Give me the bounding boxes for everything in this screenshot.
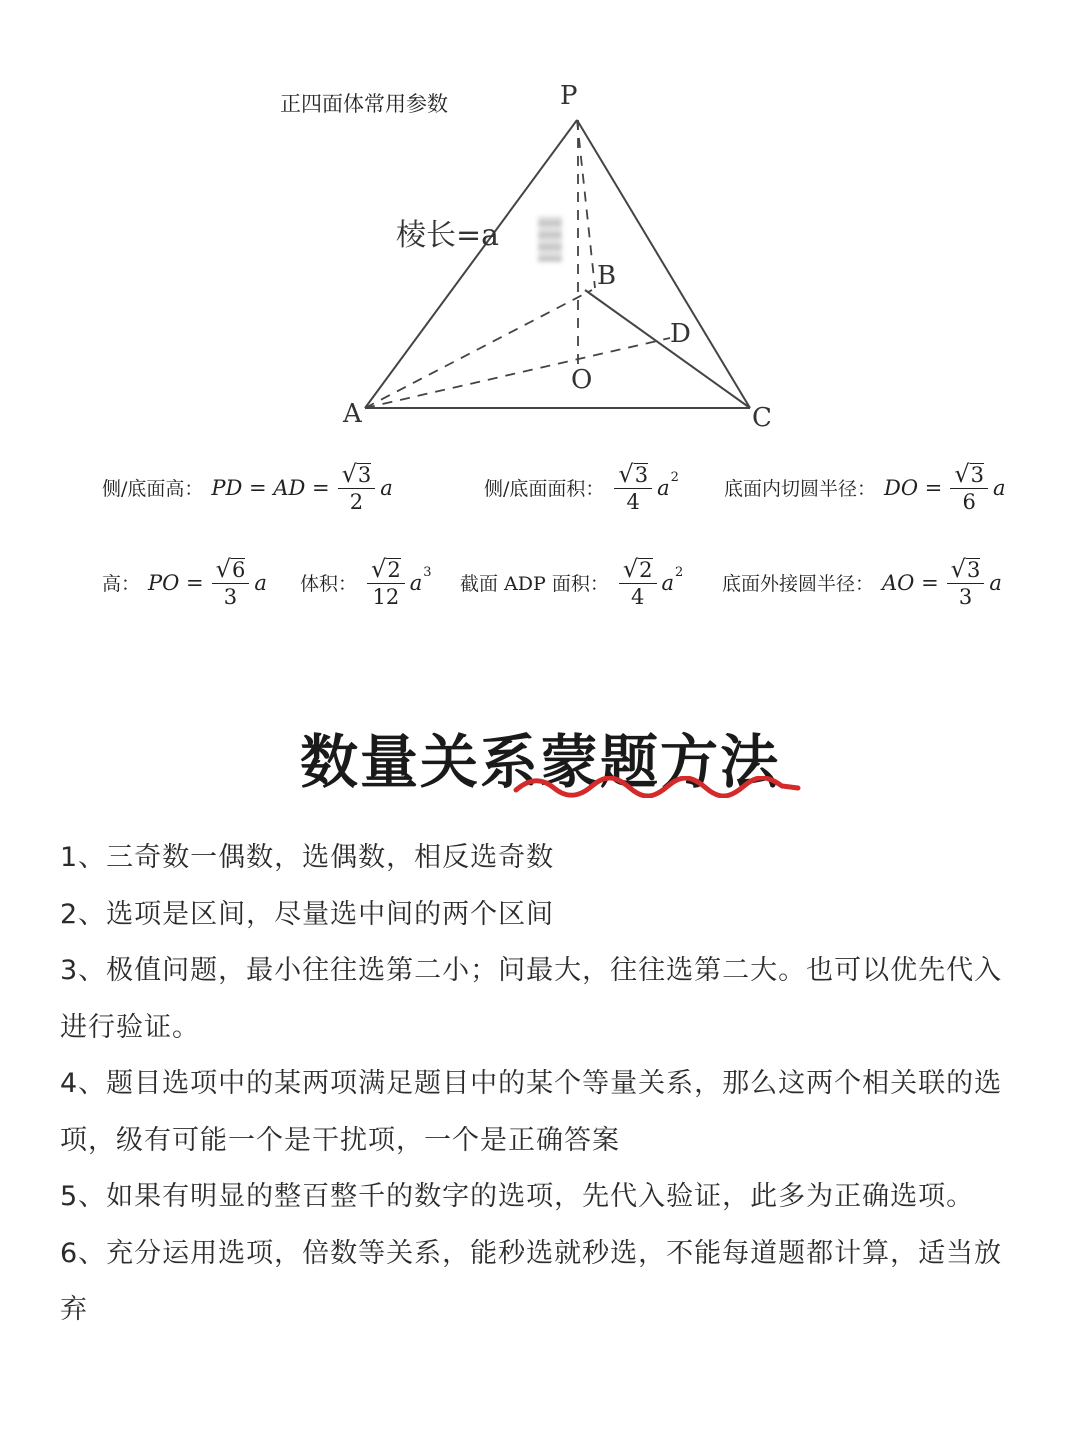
edge-PA (365, 120, 577, 408)
denominator: 12 (372, 585, 400, 610)
formula-height (102, 557, 267, 608)
formula-lhs: DO = (884, 475, 943, 500)
formula-label: 底面内切圆半径： (724, 478, 877, 501)
radical-sign: √ (341, 460, 357, 488)
formula-circumradius (722, 557, 1002, 608)
exponent: 3 (423, 565, 432, 581)
fraction (950, 462, 988, 513)
list-item: 2、选项是区间，尽量选中间的两个区间 (60, 898, 555, 930)
radical-sign: √ (950, 555, 966, 583)
variable: a (993, 475, 1006, 500)
formula-label: 侧/底面面积： (484, 478, 605, 501)
fraction (619, 557, 657, 608)
radical-sign: √ (371, 555, 387, 583)
formula-volume (300, 557, 432, 608)
edge-length-label: 棱长=a (396, 218, 500, 253)
radicand: 2 (639, 557, 653, 582)
formula-label: 体积： (300, 573, 358, 596)
denominator: 4 (630, 585, 645, 610)
fraction (367, 557, 405, 608)
vertex-B-label: B (597, 261, 617, 291)
formula-lhs: PD = AD = (211, 475, 330, 500)
formula-label: 侧/底面高： (102, 478, 204, 501)
variable: a (380, 475, 393, 500)
vertex-D-label: D (670, 319, 691, 349)
vertex-A-label: A (343, 399, 362, 429)
list-item: 1、三奇数一偶数，选偶数，相反选奇数 (60, 842, 555, 873)
vertex-P-label: P (560, 81, 578, 111)
radical-sign: √ (622, 555, 639, 583)
formula-label: 底面外接圆半径： (722, 573, 875, 596)
variable: a (254, 570, 267, 595)
list-item: 6、充分运用选项，倍数等关系，能秒选就秒选，不能每道题都计算，适当放弃 (60, 1237, 1003, 1325)
list-item: 5、如果有明显的整百整千的数字的选项，先代入验证，此多为正确选项。 (60, 1181, 975, 1212)
exponent: 2 (675, 565, 684, 581)
fraction (338, 462, 376, 513)
variable: a (661, 570, 675, 595)
radicand: 3 (966, 557, 981, 582)
denominator: 6 (962, 490, 976, 515)
formula-side-height (102, 462, 393, 513)
radicand: 6 (231, 557, 246, 582)
vertex-O-label: O (571, 365, 593, 395)
denominator: 4 (626, 490, 640, 515)
formula-inradius (724, 462, 1006, 513)
vertex-C-label: C (752, 403, 772, 433)
variable: a (989, 570, 1002, 595)
radicand: 3 (357, 462, 372, 487)
blurred-watermark (538, 216, 562, 262)
fraction (947, 557, 985, 608)
formula-label: 高： (102, 573, 141, 596)
tips-list (60, 830, 1025, 1339)
formula-label: 截面 ADP 面积： (460, 573, 609, 596)
edge-AB (365, 290, 592, 408)
radicand: 3 (970, 462, 985, 487)
formula-lhs: AO = (882, 570, 939, 595)
radical-sign: √ (215, 555, 231, 583)
median-AD (365, 338, 670, 408)
section-title: 数量关系蒙题方法 (299, 728, 780, 796)
radical-sign: √ (954, 460, 970, 488)
list-item: 4、题目选项中的某两项满足题目中的某个等量关系，那么这两个相关联的选项，级有可能一个是干扰项，一个是正确答案 (60, 1068, 1003, 1156)
edge-BC (585, 290, 750, 408)
variable: a (409, 570, 423, 595)
radicand: 2 (387, 557, 401, 582)
formula-lhs: PO = (148, 570, 204, 595)
diagram-caption: 正四面体常用参数 (280, 92, 448, 116)
denominator: 2 (349, 490, 364, 515)
fraction (614, 462, 652, 513)
formula-side-area (484, 462, 679, 513)
radicand: 3 (634, 462, 649, 487)
formula-section-area (460, 557, 683, 608)
denominator: 3 (223, 585, 238, 610)
denominator: 3 (958, 585, 973, 610)
red-wavy-underline (512, 776, 802, 798)
fraction (212, 557, 250, 608)
variable: a (657, 475, 670, 500)
exponent: 2 (670, 470, 679, 486)
list-item: 3、极值问题，最小往往选第二小；问最大，往往选第二大。也可以优先代入进行验证。 (60, 955, 1003, 1043)
radical-sign: √ (618, 460, 634, 488)
